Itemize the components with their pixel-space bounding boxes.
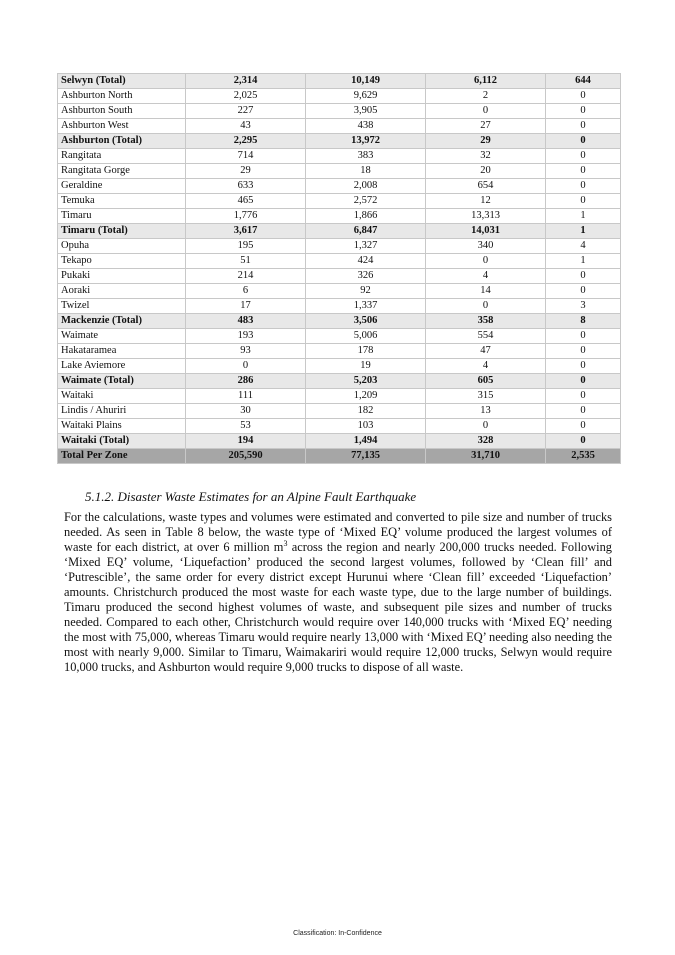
value-cell-3: 605 (426, 374, 546, 389)
value-cell-1: 714 (186, 149, 306, 164)
value-cell-4: 1 (546, 254, 621, 269)
value-cell-1: 205,590 (186, 449, 306, 464)
location-cell: Rangitata (58, 149, 186, 164)
value-cell-2: 13,972 (306, 134, 426, 149)
table-row (58, 149, 621, 164)
value-cell-1: 214 (186, 269, 306, 284)
value-cell-1: 286 (186, 374, 306, 389)
value-cell-4: 0 (546, 329, 621, 344)
value-cell-1: 3,617 (186, 224, 306, 239)
value-cell-3: 13,313 (426, 209, 546, 224)
total-row (58, 134, 621, 149)
value-cell-4: 0 (546, 119, 621, 134)
value-cell-4: 0 (546, 149, 621, 164)
value-cell-4: 4 (546, 239, 621, 254)
table-row (58, 254, 621, 269)
value-cell-4: 0 (546, 104, 621, 119)
total-row (58, 434, 621, 449)
location-cell: Ashburton South (58, 104, 186, 119)
value-cell-2: 18 (306, 164, 426, 179)
table-row (58, 404, 621, 419)
value-cell-1: 1,776 (186, 209, 306, 224)
value-cell-4: 644 (546, 74, 621, 89)
location-cell: Opuha (58, 239, 186, 254)
location-cell: Geraldine (58, 179, 186, 194)
total-row (58, 374, 621, 389)
value-cell-4: 0 (546, 389, 621, 404)
total-row (58, 224, 621, 239)
value-cell-2: 1,866 (306, 209, 426, 224)
value-cell-2: 1,494 (306, 434, 426, 449)
value-cell-4: 0 (546, 194, 621, 209)
value-cell-4: 3 (546, 299, 621, 314)
value-cell-3: 13 (426, 404, 546, 419)
value-cell-1: 17 (186, 299, 306, 314)
cubic-superscript: 3 (283, 538, 288, 548)
location-cell: Waitaki (Total) (58, 434, 186, 449)
value-cell-2: 1,337 (306, 299, 426, 314)
value-cell-2: 9,629 (306, 89, 426, 104)
table-row (58, 389, 621, 404)
waste-estimates-table (57, 73, 621, 464)
value-cell-3: 31,710 (426, 449, 546, 464)
location-cell: Timaru (Total) (58, 224, 186, 239)
value-cell-2: 1,327 (306, 239, 426, 254)
value-cell-3: 358 (426, 314, 546, 329)
table-row (58, 89, 621, 104)
value-cell-2: 10,149 (306, 74, 426, 89)
table-row (58, 284, 621, 299)
location-cell: Selwyn (Total) (58, 74, 186, 89)
location-cell: Ashburton North (58, 89, 186, 104)
total-row (58, 314, 621, 329)
table-row (58, 269, 621, 284)
value-cell-3: 6,112 (426, 74, 546, 89)
paragraph-text-part-2: across the region and nearly 200,000 trucks needed. Following ‘Mixed EQ’ volume, ‘Liquefaction’ produced the second largest volumes, followed by ‘Clean fill’ and ‘Putrescible’, the same order for every district except Hurunui where ‘Clean fill’ exceeded ‘Liquefaction’ amounts. Christchurch produced the most waste for each waste type, due to the large number of buildings. Timaru produced the second highest volumes of waste, and subsequent pile sizes and number of trucks needed. Compared to each other, Christchurch would require over 140,000 trucks with ‘Mixed EQ’ needing the most with 75,000, whereas Timaru would require nearly 13,000 with ‘Mixed EQ’ needing also needing the most with nearly 9,000. Similar to Timaru, Waimakariri would require 12,000 trucks, Selwyn would require 10,000 trucks, and Ashburton would require 9,000 trucks to dispose of all waste. (64, 540, 612, 674)
location-cell: Ashburton West (58, 119, 186, 134)
value-cell-3: 4 (426, 269, 546, 284)
value-cell-4: 0 (546, 434, 621, 449)
paragraph-text-part-1: For the calculations, waste types and volumes were estimated and converted to pile size and number of trucks needed. As seen in Table 8 below, the waste type of ‘Mixed EQ’ volume produced the largest volumes of waste for each district, at over 6 million m (64, 510, 612, 554)
value-cell-4: 0 (546, 89, 621, 104)
location-cell: Mackenzie (Total) (58, 314, 186, 329)
value-cell-3: 32 (426, 149, 546, 164)
classification-footer: Classification: In-Confidence (293, 930, 382, 937)
value-cell-4: 0 (546, 374, 621, 389)
value-cell-2: 1,209 (306, 389, 426, 404)
value-cell-4: 2,535 (546, 449, 621, 464)
section-heading: 5.1.2. Disaster Waste Estimates for an Alpine Fault Earthquake (85, 489, 417, 504)
value-cell-2: 3,506 (306, 314, 426, 329)
value-cell-3: 27 (426, 119, 546, 134)
location-cell: Temuka (58, 194, 186, 209)
value-cell-4: 0 (546, 344, 621, 359)
value-cell-1: 465 (186, 194, 306, 209)
table-row (58, 419, 621, 434)
value-cell-1: 0 (186, 359, 306, 374)
value-cell-3: 4 (426, 359, 546, 374)
table-row (58, 344, 621, 359)
value-cell-1: 2,314 (186, 74, 306, 89)
value-cell-2: 103 (306, 419, 426, 434)
value-cell-2: 77,135 (306, 449, 426, 464)
location-cell: Aoraki (58, 284, 186, 299)
table-row (58, 119, 621, 134)
value-cell-2: 92 (306, 284, 426, 299)
location-cell: Lindis / Ahuriri (58, 404, 186, 419)
value-cell-2: 424 (306, 254, 426, 269)
value-cell-3: 315 (426, 389, 546, 404)
value-cell-2: 19 (306, 359, 426, 374)
value-cell-4: 0 (546, 419, 621, 434)
table-row (58, 299, 621, 314)
value-cell-1: 633 (186, 179, 306, 194)
value-cell-2: 178 (306, 344, 426, 359)
value-cell-1: 43 (186, 119, 306, 134)
value-cell-1: 2,295 (186, 134, 306, 149)
total-row (58, 74, 621, 89)
value-cell-3: 0 (426, 419, 546, 434)
section-paragraph (64, 510, 612, 675)
location-cell: Waimate (Total) (58, 374, 186, 389)
value-cell-3: 47 (426, 344, 546, 359)
value-cell-1: 51 (186, 254, 306, 269)
value-cell-1: 194 (186, 434, 306, 449)
table-row (58, 164, 621, 179)
table-row (58, 239, 621, 254)
value-cell-2: 2,008 (306, 179, 426, 194)
value-cell-1: 29 (186, 164, 306, 179)
location-cell: Ashburton (Total) (58, 134, 186, 149)
value-cell-4: 0 (546, 284, 621, 299)
value-cell-1: 483 (186, 314, 306, 329)
value-cell-2: 438 (306, 119, 426, 134)
location-cell: Lake Aviemore (58, 359, 186, 374)
value-cell-1: 227 (186, 104, 306, 119)
value-cell-1: 53 (186, 419, 306, 434)
value-cell-4: 1 (546, 224, 621, 239)
value-cell-2: 326 (306, 269, 426, 284)
value-cell-2: 182 (306, 404, 426, 419)
location-cell: Rangitata Gorge (58, 164, 186, 179)
location-cell: Waitaki Plains (58, 419, 186, 434)
value-cell-3: 340 (426, 239, 546, 254)
value-cell-3: 654 (426, 179, 546, 194)
value-cell-3: 12 (426, 194, 546, 209)
value-cell-2: 5,006 (306, 329, 426, 344)
value-cell-3: 14,031 (426, 224, 546, 239)
value-cell-1: 93 (186, 344, 306, 359)
value-cell-1: 195 (186, 239, 306, 254)
location-cell: Twizel (58, 299, 186, 314)
value-cell-4: 8 (546, 314, 621, 329)
value-cell-4: 0 (546, 359, 621, 374)
location-cell: Tekapo (58, 254, 186, 269)
value-cell-4: 0 (546, 134, 621, 149)
value-cell-1: 111 (186, 389, 306, 404)
value-cell-3: 328 (426, 434, 546, 449)
table-row (58, 194, 621, 209)
value-cell-3: 2 (426, 89, 546, 104)
value-cell-2: 3,905 (306, 104, 426, 119)
value-cell-4: 0 (546, 164, 621, 179)
value-cell-1: 2,025 (186, 89, 306, 104)
value-cell-2: 5,203 (306, 374, 426, 389)
value-cell-3: 0 (426, 254, 546, 269)
value-cell-4: 0 (546, 179, 621, 194)
value-cell-3: 554 (426, 329, 546, 344)
value-cell-3: 0 (426, 299, 546, 314)
value-cell-1: 6 (186, 284, 306, 299)
value-cell-4: 0 (546, 269, 621, 284)
table-row (58, 329, 621, 344)
value-cell-3: 14 (426, 284, 546, 299)
table-row (58, 179, 621, 194)
value-cell-3: 29 (426, 134, 546, 149)
value-cell-1: 193 (186, 329, 306, 344)
table-row (58, 359, 621, 374)
location-cell: Waimate (58, 329, 186, 344)
location-cell: Waitaki (58, 389, 186, 404)
value-cell-3: 0 (426, 104, 546, 119)
location-cell: Hakataramea (58, 344, 186, 359)
value-cell-2: 2,572 (306, 194, 426, 209)
value-cell-4: 1 (546, 209, 621, 224)
table-body (58, 74, 621, 464)
table-row (58, 209, 621, 224)
location-cell: Timaru (58, 209, 186, 224)
table-row (58, 104, 621, 119)
value-cell-2: 383 (306, 149, 426, 164)
value-cell-2: 6,847 (306, 224, 426, 239)
location-cell: Pukaki (58, 269, 186, 284)
value-cell-4: 0 (546, 404, 621, 419)
grand-total-row (58, 449, 621, 464)
value-cell-1: 30 (186, 404, 306, 419)
value-cell-3: 20 (426, 164, 546, 179)
location-cell: Total Per Zone (58, 449, 186, 464)
